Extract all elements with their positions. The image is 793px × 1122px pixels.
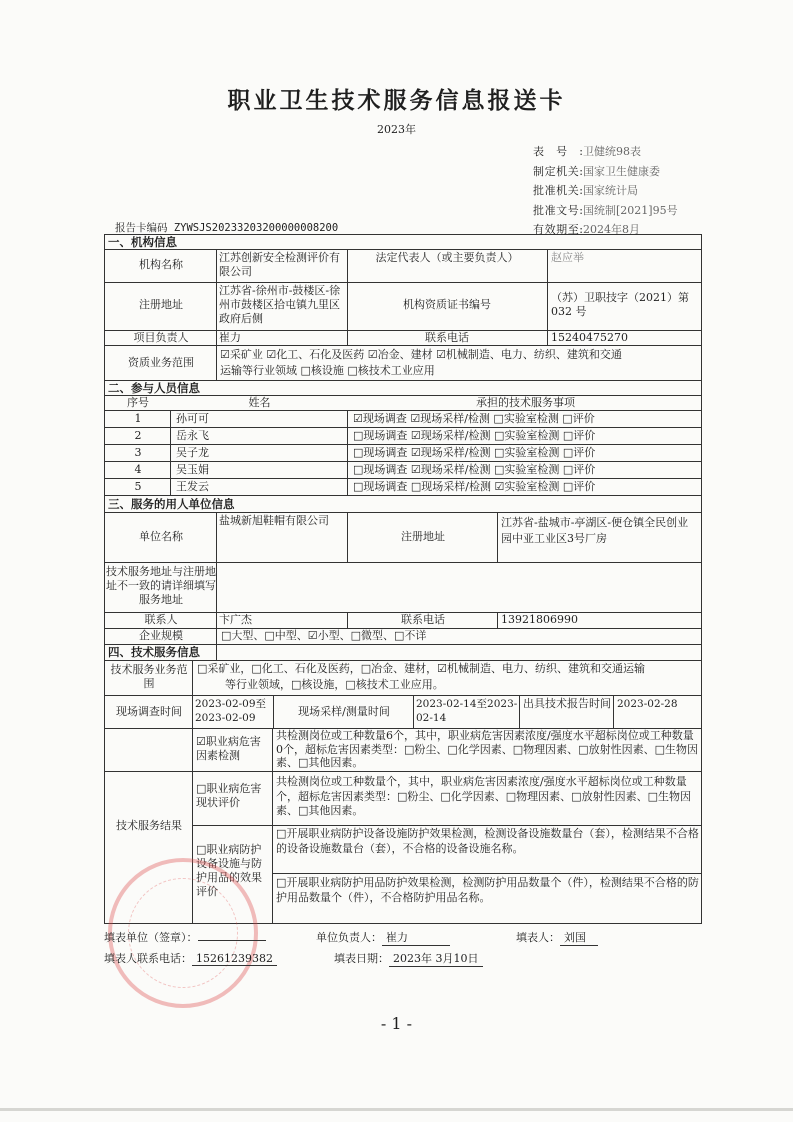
unit-head: 单位负责人： 崔力: [316, 929, 450, 946]
staff-row-4-no: 4: [134, 463, 142, 476]
staff-row-5-no: 5: [134, 480, 142, 493]
section-3-heading: 三、服务的用人单位信息: [108, 497, 235, 511]
meta-row-valid-until: 有效期至:2024年8月: [533, 223, 640, 236]
contact-label: 联系人: [144, 613, 178, 626]
filling-unit-value: [198, 940, 266, 941]
filler: 填表人： 刘国: [516, 929, 598, 946]
survey-time-label: 现场调查时间: [116, 705, 182, 718]
service-scope-line-1: □采矿业，□化工、石化及医药，□冶金、建材，☑机械制造、电力、纺织、建筑和交通运输: [197, 662, 646, 675]
cert-label: 机构资质证书编号: [403, 298, 491, 311]
scale-label: 企业规模: [139, 629, 183, 642]
filler-phone: 填表人联系电话： 15261239382: [104, 950, 277, 966]
fill-date-value: 2023年 3月10日: [389, 950, 483, 967]
card-number: 报告卡编码 ZYWSJS20233203200000008200: [115, 222, 339, 234]
unit-reg-addr: 江苏省-盐城市-亭湖区-便仓镇全民创业园中亚工业区3号厂房: [501, 516, 689, 545]
unit-name-label: 单位名称: [139, 530, 183, 543]
meta-row-approval-no: 批准文号:国统制[2021]95号: [533, 203, 678, 217]
service-addr-label: 技术服务地址与注册地址不一致的请详细填写服务地址: [106, 565, 216, 606]
legal-rep: 赵应举: [551, 251, 584, 264]
fill-date: 填表日期： 2023年 3月10日: [334, 950, 483, 967]
result-1-label: ☑职业病危害因素检测: [196, 735, 261, 762]
filling-unit: 填表单位（签章）：: [104, 929, 266, 945]
col-no: 序号: [127, 396, 149, 409]
report-time-label: 出具技术报告时间: [523, 697, 611, 710]
legal-rep-label: 法定代表人（或主要负责人）: [375, 251, 519, 264]
service-scope-line-2: 等行业领域，□核设施，□核技术工业应用。: [225, 678, 444, 691]
reg-addr: 江苏省-徐州市-鼓楼区-徐州市鼓楼区拾屯镇九里区政府后侧: [219, 284, 341, 325]
phone-label: 联系电话: [425, 331, 469, 344]
col-tasks: 承担的技术服务事项: [476, 396, 575, 409]
results-label: 技术服务结果: [116, 819, 182, 832]
report-year: 2023年: [377, 123, 416, 136]
cert-number: （苏）卫职技字（2021）第 032 号: [551, 291, 689, 318]
staff-row-1-tasks: ☑现场调查 ☑现场采样/检测 □实验室检测 □评价: [353, 412, 595, 425]
staff-row-3-no: 3: [134, 446, 142, 459]
unit-phone-label: 联系电话: [401, 613, 445, 626]
scope-line-1: ☑采矿业 ☑化工、石化及医药 ☑冶金、建材 ☑机械制造、电力、纺织、建筑和交通: [220, 348, 622, 361]
result-1-text: 共检测岗位或工种数量6个，其中，职业病危害因素浓度/强度水平超标岗位或工种数量0个，超标危害因素类型：□粉尘、□化学因素、□物理因素、□放射性因素、□生物因素、□其他因素。: [276, 729, 698, 769]
document-title: 职业卫生技术服务信息报送卡: [227, 87, 566, 114]
result-3-label: □职业病防护设备设施与防护用品的效果评价: [196, 843, 262, 898]
staff-row-3-tasks: □现场调查 ☑现场采样/检测 □实验室检测 □评价: [353, 446, 596, 459]
unit-name: 盐城新旭鞋帽有限公司: [219, 514, 329, 527]
staff-row-4-name: 吴玉娟: [176, 463, 209, 476]
enterprise-scale: □大型、□中型、☑小型、□微型、□不详: [221, 629, 427, 642]
section-1-heading: 一、机构信息: [108, 235, 177, 249]
staff-row-2-no: 2: [134, 429, 142, 442]
org-name: 江苏创新安全检测评价有限公司: [219, 251, 340, 278]
section-4-heading: 四、技术服务信息: [108, 645, 200, 659]
meta-row-form-no: 表号:卫健统98表: [533, 145, 641, 158]
scope-label: 资质业务范围: [128, 356, 194, 369]
staff-row-2-name: 岳永飞: [176, 429, 209, 442]
survey-time: 2023-02-09至2023-02-09: [195, 698, 267, 724]
sampling-time-label: 现场采样/测量时间: [298, 705, 390, 718]
filler-phone-value: 15261239382: [192, 952, 277, 966]
staff-row-1-no: 1: [134, 412, 142, 425]
staff-row-3-name: 吴子龙: [176, 446, 209, 459]
contact-person: 卞广杰: [219, 613, 252, 626]
filler-value: 刘国: [560, 929, 598, 946]
sampling-time: 2023-02-14至2023-02-14: [416, 698, 518, 724]
staff-row-5-name: 王发云: [176, 480, 209, 493]
reg-addr-label: 注册地址: [139, 298, 183, 311]
org-phone: 15240475270: [551, 331, 628, 344]
result-3b-text: □开展职业病防护用品防护效果检测，检测防护用品数量个（件），检测结果不合格的防护用品数量个（件），不合格防护用品名称。: [276, 876, 699, 904]
unit-head-value: 崔力: [382, 929, 450, 946]
staff-row-5-tasks: □现场调查 □现场采样/检测 ☑实验室检测 □评价: [353, 480, 596, 493]
project-manager: 崔力: [219, 331, 241, 344]
staff-row-4-tasks: □现场调查 ☑现场采样/检测 □实验室检测 □评价: [353, 463, 596, 476]
meta-row-issuer: 制定机关:国家卫生健康委: [533, 164, 660, 178]
section-2-heading: 二、参与人员信息: [108, 381, 200, 395]
page-number: - 1 -: [380, 1014, 413, 1033]
staff-row-1-name: 孙可可: [176, 412, 209, 425]
report-time: 2023-02-28: [617, 698, 678, 710]
form-meta: [533, 142, 678, 240]
scope-line-2: 运输等行业领域 □核设施 □核技术工业应用: [220, 364, 435, 377]
meta-row-approver: 批准机关:国家统计局: [533, 184, 638, 197]
unit-reg-addr-label: 注册地址: [401, 530, 445, 543]
result-2-label: □职业病危害现状评价: [196, 782, 262, 809]
service-scope-label: 技术服务业务范围: [110, 663, 188, 690]
col-name: 姓名: [248, 396, 271, 409]
result-2-text: 共检测岗位或工种数量个，其中，职业病危害因素浓度/强度水平超标岗位或工种数量个，超标危害因素类型：□粉尘、□化学因素、□物理因素、□放射性因素、□生物因素、□其他因素。: [276, 775, 691, 817]
org-name-label: 机构名称: [139, 258, 183, 271]
result-3a-text: □开展职业病防护设备设施防护效果检测，检测设备设施数量台（套），检测结果不合格的设备设施数量台（套），不合格的设备设施名称。: [276, 827, 699, 855]
unit-phone: 13921806990: [501, 613, 578, 626]
pm-label: 项目负责人: [133, 331, 189, 344]
staff-row-2-tasks: □现场调查 ☑现场采样/检测 □实验室检测 □评价: [353, 429, 596, 442]
